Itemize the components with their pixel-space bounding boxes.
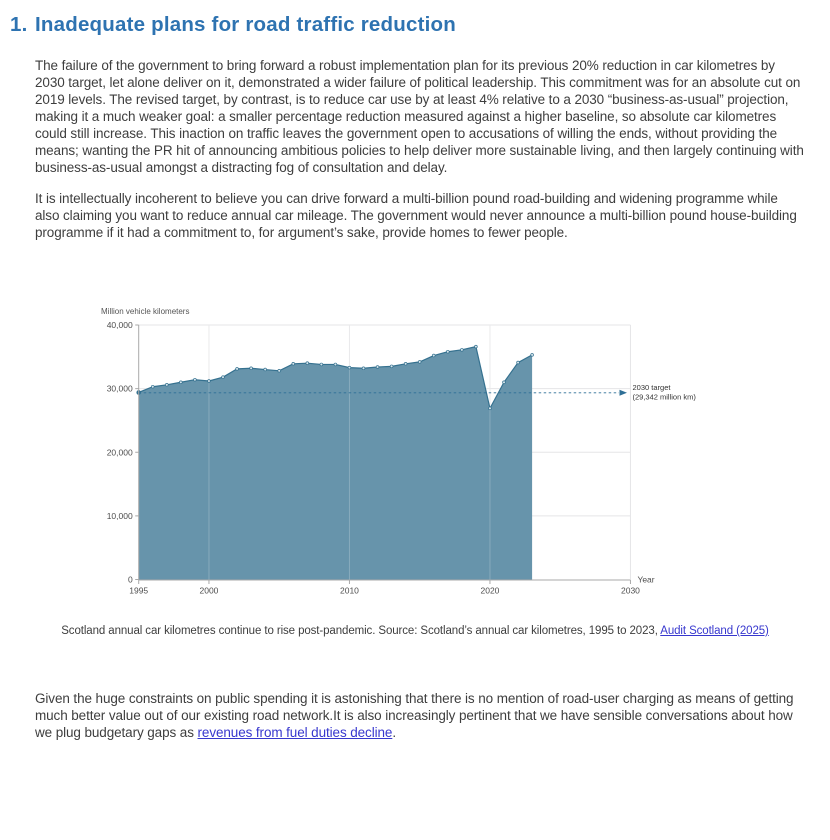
data-point-marker (222, 376, 225, 379)
data-point-marker (194, 378, 197, 381)
data-point-marker (503, 381, 506, 384)
data-point-marker (306, 362, 309, 365)
data-point-marker (334, 363, 337, 366)
x-tick-label: 2000 (199, 585, 219, 596)
data-point-marker (460, 348, 463, 351)
traffic-area (139, 347, 532, 580)
data-point-marker (236, 368, 239, 371)
section-heading (0, 12, 830, 37)
y-tick-label: 0 (127, 574, 133, 585)
paragraph-3-period: . (392, 725, 396, 740)
car-kilometres-area-chart (100, 303, 830, 601)
data-point-marker (292, 362, 295, 365)
data-point-marker (418, 361, 421, 364)
x-tick-label: 2010 (339, 585, 359, 596)
fuel-duties-link[interactable]: revenues from fuel duties decline (197, 725, 393, 740)
target-label-line1: 2030 target (632, 383, 671, 393)
y-tick-label: 30,000 (106, 383, 133, 394)
data-point-marker (151, 385, 154, 388)
data-point-marker (446, 350, 449, 353)
y-axis-title: Million vehicle kilometers (101, 307, 190, 316)
target-arrowhead (620, 390, 628, 396)
data-point-marker (362, 367, 365, 370)
data-point-marker (475, 345, 478, 348)
data-point-marker (390, 365, 393, 368)
data-point-marker (531, 354, 534, 357)
chart-figure (0, 303, 830, 639)
target-label-line2: (29,342 million km) (632, 392, 696, 402)
data-point-marker (179, 381, 182, 384)
audit-scotland-link[interactable]: Audit Scotland (2025) (660, 625, 769, 637)
chart-caption (0, 624, 830, 639)
paragraph-1: The failure of the government to bring forward a robust implementation plan for its previous 20% reduction in car kilometres by 2030 target, let alone deliver on it, demonstrated a wider failure of political leadership. This commitment was for an absolute cut on 2019 levels. The revised target, by contrast, is to reduce car use by at least 4% relative to a 2030 “business-as-usual” projection, making it a much weaker goal: a smaller percentage reduction measured against a higher baseline, so absolute car kilometres could still increase. This inaction on traffic leaves the government open to accusations of willing the ends, without providing the means; wanting the PR hit of announcing ambitious policies to help deliver more sustainable living, and then largely continuing with business-as-usual amongst a distracting fog of consultation and delay. (35, 58, 804, 175)
y-tick-label: 10,000 (106, 510, 133, 521)
data-point-marker (376, 366, 379, 369)
paragraph-3-text: Given the huge constraints on public spending it is astonishing that there is no mention of road-user charging as means of getting much better value out of our existing road network.It is also increasingly pertinent that we have sensible conversations about how we plug budgetary gaps as (35, 691, 794, 740)
x-tick-label: 1995 (129, 585, 149, 596)
data-point-marker (250, 367, 253, 370)
paragraph-3 (35, 690, 805, 741)
x-tick-label: 2020 (480, 585, 500, 596)
data-point-marker (432, 354, 435, 357)
x-tick-label: 2030 (620, 585, 640, 596)
data-point-marker (348, 366, 351, 369)
data-point-marker (404, 362, 407, 365)
data-point-marker (517, 361, 520, 364)
data-point-marker (320, 363, 323, 366)
section-title: Inadequate plans for road traffic reduction (35, 13, 456, 36)
y-tick-label: 20,000 (106, 447, 133, 458)
section-number: 1. (10, 13, 28, 36)
x-axis-title: Year (637, 574, 655, 585)
data-point-marker (264, 368, 267, 371)
data-point-marker (489, 407, 492, 410)
data-point-marker (165, 383, 168, 386)
data-point-marker (278, 369, 281, 372)
data-point-marker (208, 380, 211, 383)
caption-text: Scotland annual car kilometres continue to rise post-pandemic. Source: Scotland’s annual car kilometres, 1995 to 2023, (61, 625, 661, 637)
y-tick-label: 40,000 (106, 320, 133, 330)
paragraph-2: It is intellectually incoherent to believe you can drive forward a multi-billion pound road-building and widening programme while also claiming you want to reduce annual car mileage. The government would never announce a multi-billion pound house-building programme if it had a commitment to, for argument’s sake, provide homes to fewer people. (35, 191, 797, 240)
